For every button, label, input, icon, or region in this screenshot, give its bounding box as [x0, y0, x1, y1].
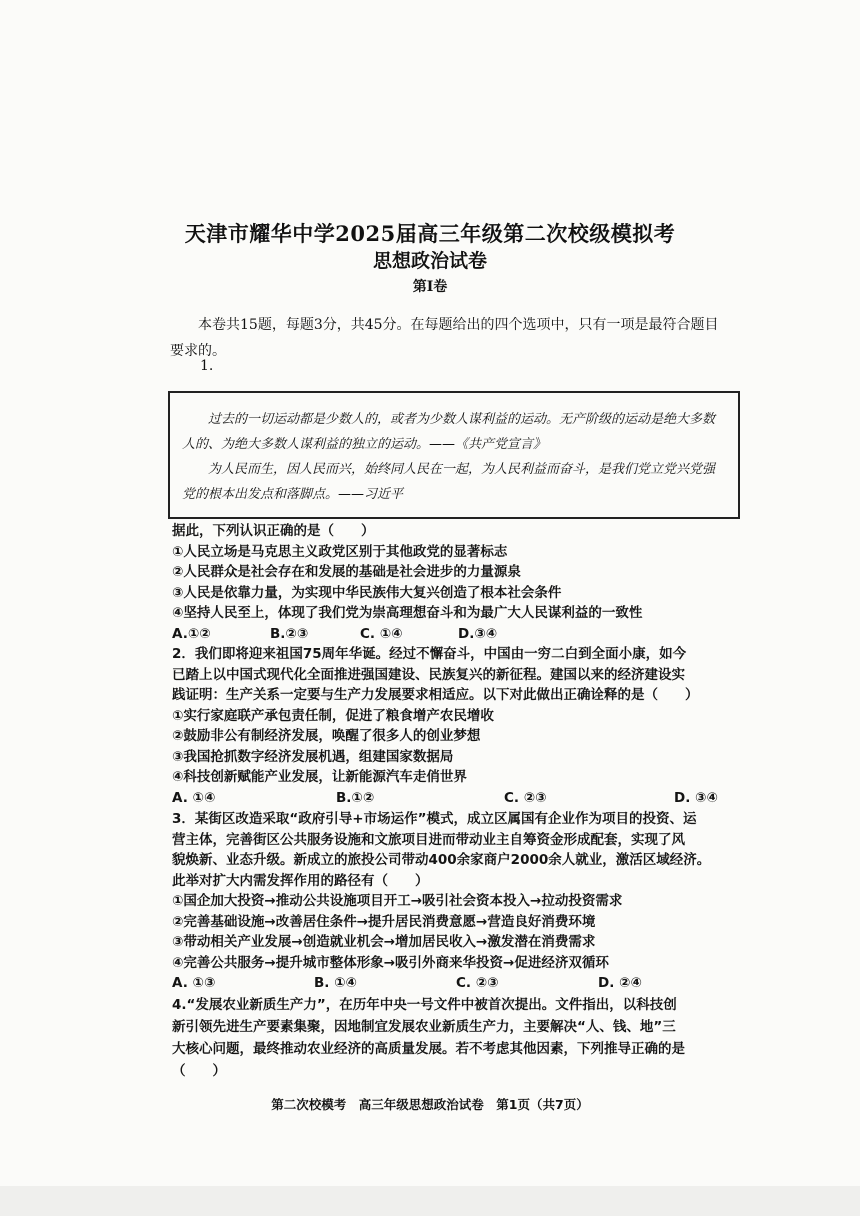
q2-stem-line: 已踏上以中国式现代化全面推进强国建设、民族复兴的新征程。建国以来的经济建设实 [172, 666, 685, 683]
q2-option-b: B.①② [336, 789, 375, 806]
q2-option-d: D. ③④ [674, 789, 718, 806]
q3-option-a: A. ①③ [172, 975, 216, 991]
q1-item: ①人民立场是马克思主义政党区别于其他政党的显著标志 [172, 543, 508, 560]
q2-stem-line: 践证明：生产关系一定要与生产力发展要求相适应。以下对此做出正确诠释的是（ ） [172, 687, 699, 703]
q2-item: ③我国抢抓数字经济发展机遇，组建国家数据局 [172, 748, 454, 765]
q3-option-d: D. ②④ [598, 975, 642, 991]
q3-stem-line: 貌焕新、业态升级。新成立的旅投公司带动400余家商户2000余人就业，激活区域经济。 [172, 852, 711, 868]
q1-quote-1: 过去的一切运动都是少数人的，或者为少数人谋利益的运动。无产阶级的运动是绝大多数人的、为绝大多数人谋利益的独立的运动。——《共产党宣言》 [182, 412, 716, 452]
q3-item: ②完善基础设施→改善居住条件→提升居民消费意愿→营造良好消费环境 [172, 913, 596, 930]
q1-option-d: D.③④ [458, 625, 498, 642]
q3-option-c: C. ②③ [456, 975, 499, 991]
q1-options [172, 624, 728, 645]
q2-item: ①实行家庭联产承包责任制，促进了粮食增产农民增收 [172, 707, 494, 724]
exam-subject: 思想政治试卷 [372, 250, 487, 272]
q4-stem-line: 新引领先进生产要素集聚，因地制宜发展农业新质生产力，主要解决“人、钱、地”三 [172, 1019, 676, 1035]
q4-stem-line: （ ） [172, 1063, 226, 1079]
exam-title: 天津市耀华中学2025届高三年级第二次校级模拟考 [184, 221, 676, 246]
q1-option-a: A.①② [172, 625, 211, 642]
q3-body [172, 809, 728, 994]
q2-item: ②鼓励非公有制经济发展，唤醒了很多人的创业梦想 [172, 728, 481, 744]
q1-item: ④坚持人民至上，体现了我们党为崇高理想奋斗和为最广大人民谋利益的一致性 [172, 605, 643, 621]
q3-stem-line: 3．某街区改造采取“政府引导+市场运作”模式，成立区属国有企业作为项目的投资、运 [172, 811, 697, 827]
q3-item: ③带动相关产业发展→创造就业机会→增加居民收入→激发潜在消费需求 [172, 934, 596, 950]
q1-item: ③人民是依靠力量，为实现中华民族伟大复兴创造了根本社会条件 [172, 584, 562, 601]
q1-option-b: B.②③ [270, 625, 309, 642]
q2-body [172, 644, 728, 808]
q1-quote-2: 为人民而生，因人民而兴，始终同人民在一起，为人民利益而奋斗，是我们党立党兴党强党的根本出发点和落脚点。——习近平 [182, 462, 716, 502]
q2-option-a: A. ①④ [172, 789, 216, 806]
q3-options [172, 973, 728, 994]
q2-options [172, 788, 728, 809]
q2-stem-line: 2．我们即将迎来祖国75周年华诞。经过不懈奋斗，中国由一穷二白到全面小康，如今 [172, 646, 687, 662]
q1-body [172, 521, 728, 644]
q1-option-c: C. ①④ [360, 625, 403, 642]
q1-item: ②人民群众是社会存在和发展的基础是社会进步的力量源泉 [172, 564, 521, 580]
q4-stem-line: 大核心问题，最终推动农业经济的高质量发展。若不考虑其他因素，下列推导正确的是 [172, 1041, 685, 1057]
q2-option-c: C. ②③ [504, 789, 547, 806]
q2-item: ④科技创新赋能产业发展，让新能源汽车走俏世界 [172, 769, 467, 785]
q1-stem: 据此，下列认识正确的是（ ） [172, 523, 375, 539]
instructions: 本卷共15题，每题3分，共45分。在每题给出的四个选项中，只有一项是最符合题目要求的。 [170, 317, 719, 359]
q3-option-b: B. ①④ [314, 975, 357, 991]
scan-bottom-edge [0, 1186, 860, 1216]
q3-stem-line: 营主体，完善街区公共服务设施和文旅项目进而带动业主自筹资金形成配套，实现了风 [172, 831, 685, 848]
q3-stem-line: 此举对扩大内需发挥作用的路径有（ ） [172, 872, 429, 889]
q3-item: ①国企加大投资→推动公共设施项目开工→吸引社会资本投入→拉动投资需求 [172, 893, 623, 909]
q4-body [172, 994, 728, 1082]
q4-stem-line: 4.“发展农业新质生产力”，在历年中央一号文件中被首次提出。文件指出，以科技创 [172, 997, 677, 1013]
q1-quote-box [168, 391, 740, 519]
page-footer: 第二次校模考 高三年级思想政治试卷 第1页（共7页） [271, 1097, 589, 1112]
q3-item: ④完善公共服务→提升城市整体形象→吸引外商来华投资→促进经济双循环 [172, 954, 609, 971]
q1-number: 1. [200, 358, 214, 374]
exam-section: 第Ⅰ卷 [412, 279, 448, 295]
